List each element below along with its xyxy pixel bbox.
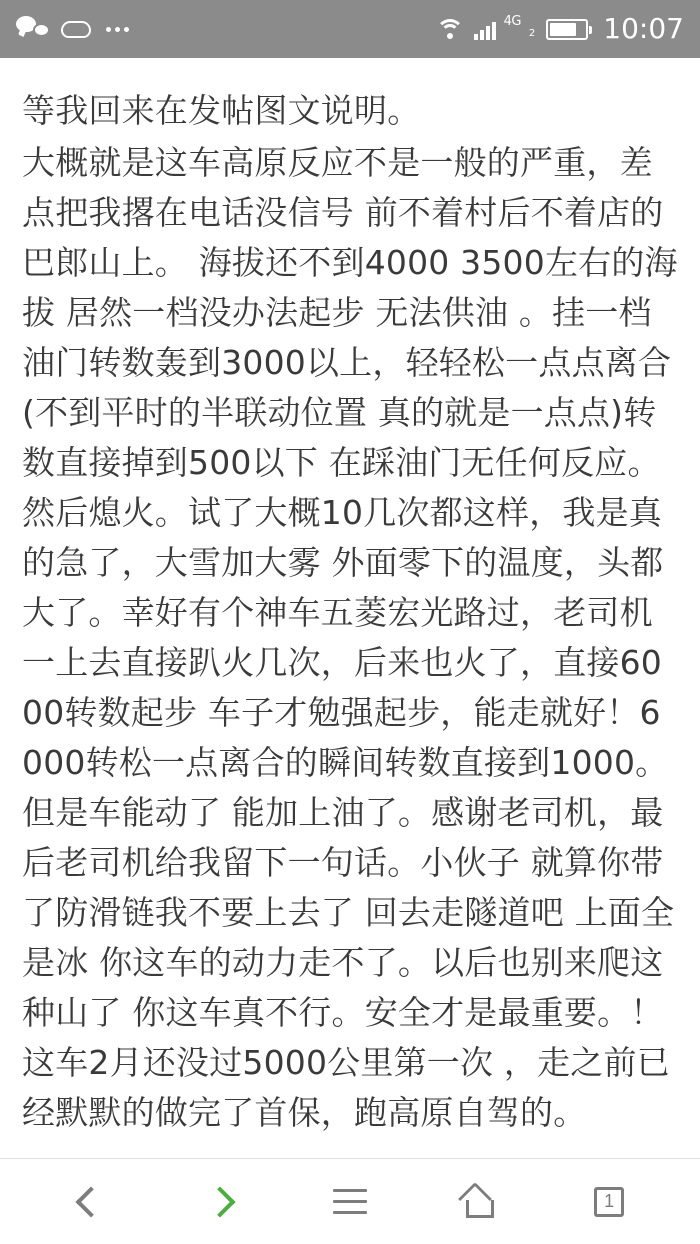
tabs-count-icon: 1 bbox=[594, 1187, 624, 1217]
article-paragraph-2: 大概就是这车高原反应不是一般的严重，差点把我撂在电话没信号 前不着村后不着店的巴郎山上。 海拔还不到4000 3500左右的海拔 居然一档没办法起步 无法供油 。挂一档 油门转数轰到3000以上，轻轻松一点点离合(不到平时的半联动位置 真的就是一点点)转数直接掉到500以下 在踩油门无任何反应。然后熄火。试了大概10几次都这样，我是真的急了，大雪加大雾 外面零下的温度，头都大了。幸好有个神车五菱宏光路过，老司机一上去直接趴火几次，后来也火了，直接6000转数起步 车子才勉强起步，能走就好！6000转松一点离合的瞬间转数直接到1000。但是车能动了 能加上油了。感谢老司机，最后老司机给我留下一句话。小伙子 就算你带了防滑链我不要上去了 回去走隧道吧 上面全是冰 你这车的动力走不了。以后也别来爬这种山了 你这车真不行。安全才是最重要。！ 这车2月还没过5000公里第一次 ，走之前已经默默的做完了首保，跑高原自驾的。 bbox=[22, 143, 678, 1132]
chevron-right-icon bbox=[205, 1186, 236, 1217]
tabs-button[interactable] bbox=[571, 1172, 647, 1232]
cloud-icon bbox=[60, 18, 94, 40]
wechat-icon bbox=[16, 14, 50, 44]
back-button[interactable] bbox=[53, 1172, 129, 1232]
status-bar bbox=[0, 0, 700, 58]
network-sim-label: 2 bbox=[528, 27, 536, 39]
status-bar-left bbox=[16, 14, 129, 44]
home-icon bbox=[462, 1186, 498, 1218]
status-clock: 10:07 bbox=[603, 12, 684, 45]
article-body bbox=[22, 86, 678, 1138]
article-paragraph-1: 等我回来在发帖图文说明。 bbox=[22, 91, 421, 130]
status-bar-right bbox=[435, 12, 684, 45]
forward-button[interactable] bbox=[182, 1172, 258, 1232]
network-type-label: 4G bbox=[503, 13, 521, 29]
chevron-left-icon bbox=[75, 1186, 106, 1217]
wifi-icon bbox=[435, 17, 465, 41]
menu-icon bbox=[333, 1189, 367, 1214]
home-button[interactable] bbox=[442, 1172, 518, 1232]
menu-button[interactable] bbox=[312, 1172, 388, 1232]
battery-icon bbox=[546, 19, 588, 40]
signal-icon bbox=[474, 18, 496, 40]
browser-navbar bbox=[0, 1158, 700, 1244]
more-dots-icon bbox=[106, 27, 129, 32]
page-content[interactable] bbox=[0, 58, 700, 1158]
